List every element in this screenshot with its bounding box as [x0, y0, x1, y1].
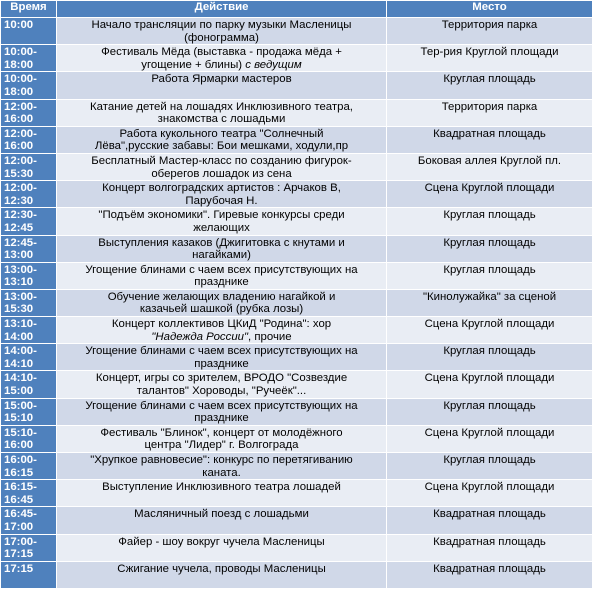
place-cell	[387, 289, 592, 316]
place-cell-line: Круглая площадь	[443, 73, 536, 86]
place-cell	[387, 126, 592, 153]
place-cell-line: Сцена Круглой площади	[424, 372, 555, 385]
place-cell	[387, 317, 592, 344]
time-cell-line: 15:10	[4, 412, 34, 425]
action-cell	[57, 45, 387, 72]
time-cell	[1, 507, 57, 534]
action-cell	[57, 317, 387, 344]
place-cell-line: Круглая площадь	[443, 454, 536, 466]
action-cell-line: желающих	[193, 221, 250, 234]
action-cell-line: Работа Ярмарки мастеров	[151, 73, 292, 86]
time-cell-line: 18:00	[4, 85, 34, 98]
place-cell-line: Круглая площадь	[443, 209, 536, 222]
time-cell	[1, 18, 57, 45]
time-cell	[1, 99, 57, 126]
action-cell-line: Выступления казаков (Джигитовка с кнутами и	[98, 236, 345, 249]
time-cell-line: 17:00-	[4, 535, 37, 548]
table-row	[1, 153, 592, 180]
action-cell-line: Парубочая Н.	[185, 194, 258, 207]
place-cell	[387, 208, 592, 235]
action-cell	[57, 153, 387, 180]
action-cell-line: Начало трансляции по парку музыки Масленицы	[91, 19, 352, 31]
table-row	[1, 72, 592, 99]
table-row	[1, 99, 592, 126]
table-row	[1, 181, 592, 208]
action-cell-line: Работа кукольного театра "Солнечный	[119, 127, 324, 140]
table-row	[1, 18, 592, 45]
time-cell-line: 17:15	[4, 562, 34, 575]
action-cell-line: празднике	[194, 357, 249, 370]
time-cell-line: 14:00	[4, 330, 34, 343]
action-cell-line: празднике	[194, 276, 249, 289]
action-cell-line: Катание детей на лошадях Инклюзивного театра,	[90, 100, 353, 113]
time-cell-line: 10:00	[4, 19, 34, 31]
action-cell-line: Бесплатный Мастер-класс по созданию фигурок-	[91, 154, 352, 167]
place-cell-line: Сцена Круглой площади	[424, 182, 555, 195]
place-cell-line: Квадратная площадь	[433, 127, 546, 140]
place-cell-line: Сцена Круглой площади	[424, 481, 555, 494]
place-cell	[387, 425, 592, 452]
action-cell-line: Фестиваль Мёда (выставка - продажа мёда +	[101, 46, 342, 59]
time-cell	[1, 425, 57, 452]
action-cell	[57, 344, 387, 371]
action-cell-line: Файер - шоу вокруг чучела Масленицы	[118, 535, 325, 548]
place-cell	[387, 507, 592, 534]
place-cell-line: Круглая площадь	[443, 236, 536, 249]
action-cell	[57, 181, 387, 208]
place-cell	[387, 262, 592, 289]
time-cell-line: 12:00-	[4, 182, 37, 195]
place-cell	[387, 371, 592, 398]
place-cell-line: Территория парка	[441, 19, 538, 31]
action-cell-line: оберегов лошадок из сена	[151, 167, 292, 180]
time-cell	[1, 344, 57, 371]
place-cell-line: Квадратная площадь	[433, 535, 546, 548]
table-row	[1, 453, 592, 480]
time-cell	[1, 153, 57, 180]
time-cell-line: 12:00-	[4, 100, 37, 113]
action-cell-line: Сжигание чучела, проводы Масленицы	[117, 562, 326, 575]
time-cell-line	[4, 32, 53, 45]
table-row	[1, 235, 592, 262]
header-place: Место	[387, 1, 592, 18]
time-cell-line: 18:00	[4, 58, 34, 71]
table-row	[1, 126, 592, 153]
place-cell	[387, 480, 592, 507]
action-cell-line: Масляничный поезд с лошадьми	[134, 508, 309, 521]
action-cell	[57, 126, 387, 153]
header-action: Действие	[57, 1, 387, 18]
time-cell	[1, 561, 57, 588]
time-cell-line: 13:00-	[4, 263, 37, 276]
action-cell	[57, 72, 387, 99]
table-row	[1, 344, 592, 371]
place-cell-line: Круглая площадь	[443, 263, 536, 276]
table-row	[1, 317, 592, 344]
place-cell-line: Боковая аллея Круглой пл.	[417, 154, 562, 167]
time-cell-line: 13:10	[4, 276, 34, 289]
time-cell-line: 12:45	[4, 221, 34, 234]
action-cell	[57, 235, 387, 262]
place-cell	[387, 18, 592, 45]
table-row	[1, 45, 592, 72]
time-cell	[1, 208, 57, 235]
table-row	[1, 561, 592, 588]
action-cell	[57, 561, 387, 588]
place-cell-line: Тер-рия Круглой площади	[420, 46, 559, 59]
time-cell-line: 15:30	[4, 303, 34, 316]
time-cell-line: 14:10	[4, 357, 34, 370]
action-cell	[57, 425, 387, 452]
place-cell-line: Круглая площадь	[443, 345, 536, 358]
time-cell-line: 15:00-	[4, 399, 37, 412]
action-cell	[57, 371, 387, 398]
action-cell	[57, 289, 387, 316]
place-cell	[387, 344, 592, 371]
time-cell-line: 17:00	[4, 520, 34, 533]
schedule-body	[1, 18, 592, 589]
action-cell-line: (фонограмма)	[184, 31, 259, 44]
time-cell	[1, 453, 57, 480]
time-cell	[1, 398, 57, 425]
action-cell-line: Концерт, игры со зрителем, ВРОДО "Созвездие	[95, 372, 348, 385]
time-cell-line: 14:00-	[4, 345, 37, 358]
time-cell	[1, 45, 57, 72]
time-cell-line: 12:30-	[4, 209, 37, 222]
action-cell-line: Угощение блинами с чаем всех присутствующих на	[85, 399, 358, 412]
time-cell	[1, 534, 57, 561]
place-cell-line: Квадратная площадь	[433, 508, 546, 521]
action-cell	[57, 18, 387, 45]
time-cell	[1, 371, 57, 398]
action-cell	[57, 262, 387, 289]
place-cell-line: "Кинолужайка" за сценой	[422, 290, 557, 303]
table-row	[1, 507, 592, 534]
time-cell	[1, 235, 57, 262]
place-cell-line: Круглая площадь	[443, 399, 536, 412]
action-cell-line: празднике	[194, 412, 249, 425]
action-cell-line: Обучение желающих владению нагайкой и	[107, 290, 336, 303]
time-cell-line: 16:00	[4, 113, 34, 126]
time-cell-line: 16:00	[4, 439, 34, 452]
place-cell	[387, 181, 592, 208]
place-cell	[387, 235, 592, 262]
time-cell-line: 15:30	[4, 167, 34, 180]
action-cell-line: нагайками)	[192, 249, 251, 262]
table-row	[1, 480, 592, 507]
time-cell-line: 12:45-	[4, 236, 37, 249]
place-cell	[387, 534, 592, 561]
table-row	[1, 534, 592, 561]
place-cell-line: Сцена Круглой площади	[424, 426, 555, 439]
time-cell	[1, 126, 57, 153]
place-cell-line: Территория парка	[441, 100, 538, 113]
action-cell-line: "Хрупкое равновесие": конкурс по перетягиванию	[90, 454, 353, 466]
action-cell-line: Концерт волгоградских артистов : Арчаков В,	[102, 182, 341, 195]
place-cell	[387, 453, 592, 480]
place-cell-line: Квадратная площадь	[433, 562, 546, 575]
time-cell-line: 14:10-	[4, 372, 37, 385]
action-cell-line: каната.	[202, 466, 241, 479]
time-cell	[1, 317, 57, 344]
header-row	[1, 1, 592, 18]
time-cell-line: 10:00-	[4, 73, 37, 86]
action-cell	[57, 398, 387, 425]
action-cell-line: Угощение блинами с чаем всех присутствующих на	[85, 345, 358, 358]
time-cell-line: 16:45-	[4, 508, 37, 521]
time-cell-line: 17:15	[4, 548, 34, 561]
header-time: Время	[1, 1, 57, 18]
table-row	[1, 398, 592, 425]
time-cell-line: 16:45	[4, 493, 34, 506]
action-cell-line: казачьей шашкой (рубка лозы)	[139, 303, 304, 316]
action-cell-line: угощение + блины) с ведущим	[141, 58, 302, 71]
action-cell-line: Лёва",русские забавы: Бои мешками, ходули,пр	[94, 140, 349, 153]
action-cell-line: талантов" Хороводы, "Ручеёк"...	[136, 385, 307, 398]
action-cell	[57, 99, 387, 126]
time-cell-line: 13:10-	[4, 318, 37, 331]
place-cell	[387, 72, 592, 99]
time-cell	[1, 262, 57, 289]
table-row	[1, 262, 592, 289]
time-cell	[1, 480, 57, 507]
time-cell-line: 12:00-	[4, 127, 37, 140]
place-cell	[387, 398, 592, 425]
action-cell	[57, 480, 387, 507]
time-cell-line: 12:00-	[4, 154, 37, 167]
place-cell	[387, 153, 592, 180]
time-cell-line: 15:10-	[4, 426, 37, 439]
time-cell-line: 10:00-	[4, 46, 37, 59]
table-row	[1, 289, 592, 316]
action-cell-line: Угощение блинами с чаем всех присутствующих на	[85, 263, 358, 276]
place-cell-line: Сцена Круглой площади	[424, 318, 555, 331]
time-cell-line: 13:00-	[4, 290, 37, 303]
place-cell	[387, 99, 592, 126]
time-cell-line: 16:15	[4, 466, 34, 479]
time-cell-line: 13:00	[4, 249, 34, 262]
action-cell-line: Выступление Инклюзивного театра лошадей	[102, 481, 341, 494]
time-cell-line: 12:30	[4, 194, 34, 207]
table-row	[1, 208, 592, 235]
time-cell-line: 16:00	[4, 140, 34, 153]
time-cell-line: 16:00-	[4, 454, 37, 466]
action-cell	[57, 507, 387, 534]
action-cell	[57, 453, 387, 480]
place-cell	[387, 561, 592, 588]
time-cell	[1, 181, 57, 208]
time-cell-line: 15:00	[4, 385, 34, 398]
action-cell	[57, 208, 387, 235]
action-cell	[57, 534, 387, 561]
table-row	[1, 425, 592, 452]
time-cell-line: 16:15-	[4, 481, 37, 494]
action-cell-line: Концерт коллективов ЦКиД "Родина": хор	[111, 318, 332, 331]
action-cell-line: знакомства с лошадьми	[157, 113, 286, 126]
time-cell-line	[4, 575, 53, 588]
action-cell-line: центра "Лидер" г. Волгограда	[144, 439, 299, 452]
action-cell-line: "Надежда России", прочие	[151, 330, 292, 343]
table-row	[1, 371, 592, 398]
time-cell	[1, 72, 57, 99]
action-cell-line: Фестиваль "Блинок", концерт от молодёжного	[100, 426, 343, 439]
time-cell	[1, 289, 57, 316]
place-cell	[387, 45, 592, 72]
action-cell-line: "Подъём экономики". Гиревые конкурсы среди	[98, 209, 345, 222]
